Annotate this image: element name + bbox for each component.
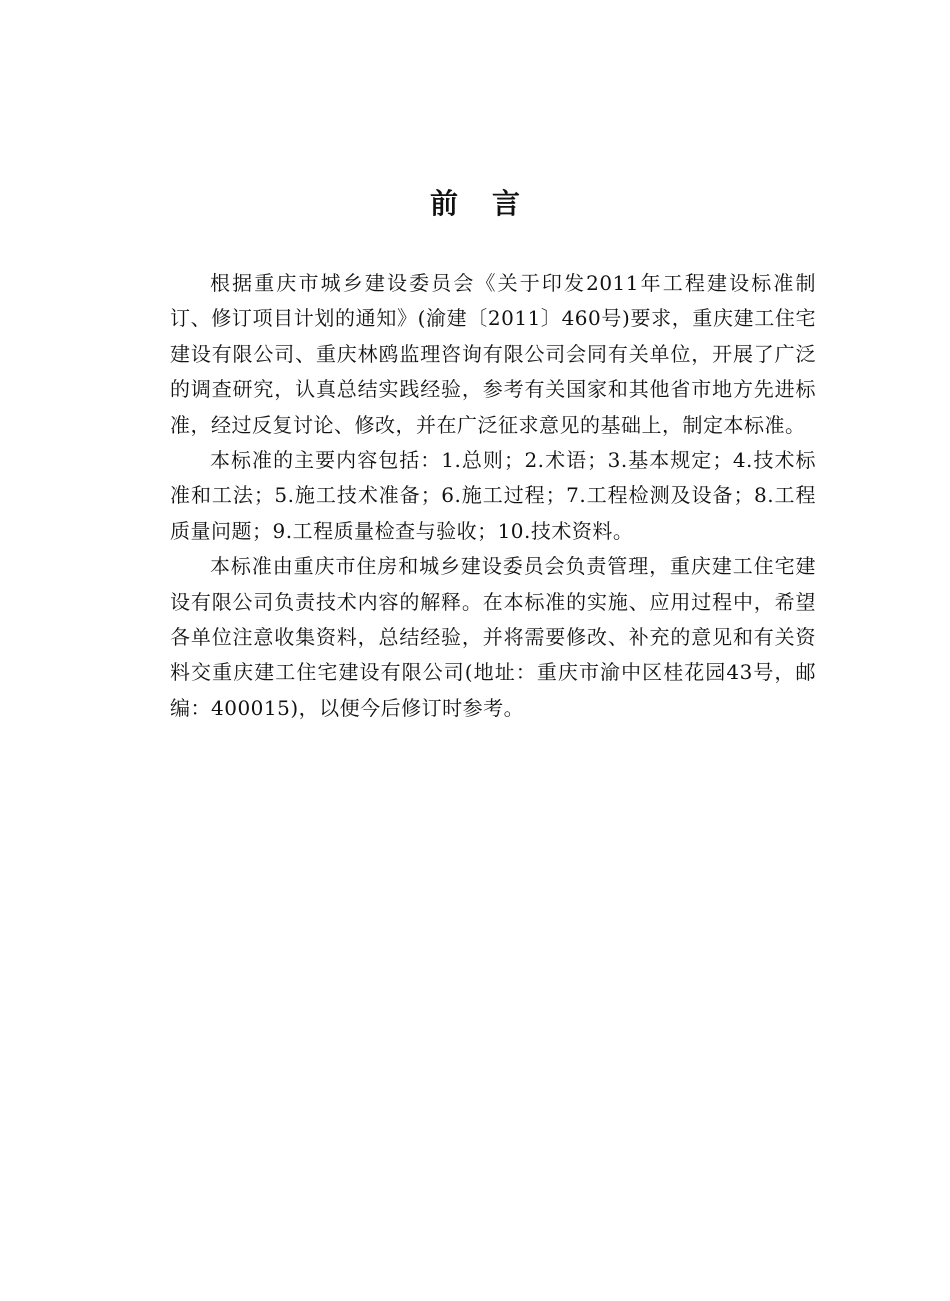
paragraph-contents: 本标准的主要内容包括：1.总则；2.术语；3.基本规定；4.技术标准和工法；5.施工技术准备；6.施工过程；7.工程检测及设备；8.工程质量问题；9.工程质量检查与验收；10.技术资料。: [170, 448, 816, 543]
paragraph-basis: 根据重庆市城乡建设委员会《关于印发2011年工程建设标准制订、修订项目计划的通知》(渝建〔2011〕460号)要求，重庆建工住宅建设有限公司、重庆林鸥监理咨询有限公司会同有关单位，开展了广泛的调查研究，认真总结实践经验，参考有关国家和其他省市地方先进标准，经过反复讨论、修改，并在广泛征求意见的基础上，制定本标准。: [170, 271, 816, 437]
preface-body: [170, 266, 816, 726]
title-char-1: 前: [429, 187, 458, 220]
paragraph-management: 本标准由重庆市住房和城乡建设委员会负责管理，重庆建工住宅建设有限公司负责技术内容的解释。在本标准的实施、应用过程中，希望各单位注意收集资料，总结经验，并将需要修改、补充的意见和有关资料交重庆建工住宅建设有限公司(地址：重庆市渝中区桂花园43号，邮编：400015)，以便今后修订时参考。: [170, 554, 816, 720]
page-title: [0, 184, 950, 224]
title-char-2: 言: [492, 187, 521, 220]
